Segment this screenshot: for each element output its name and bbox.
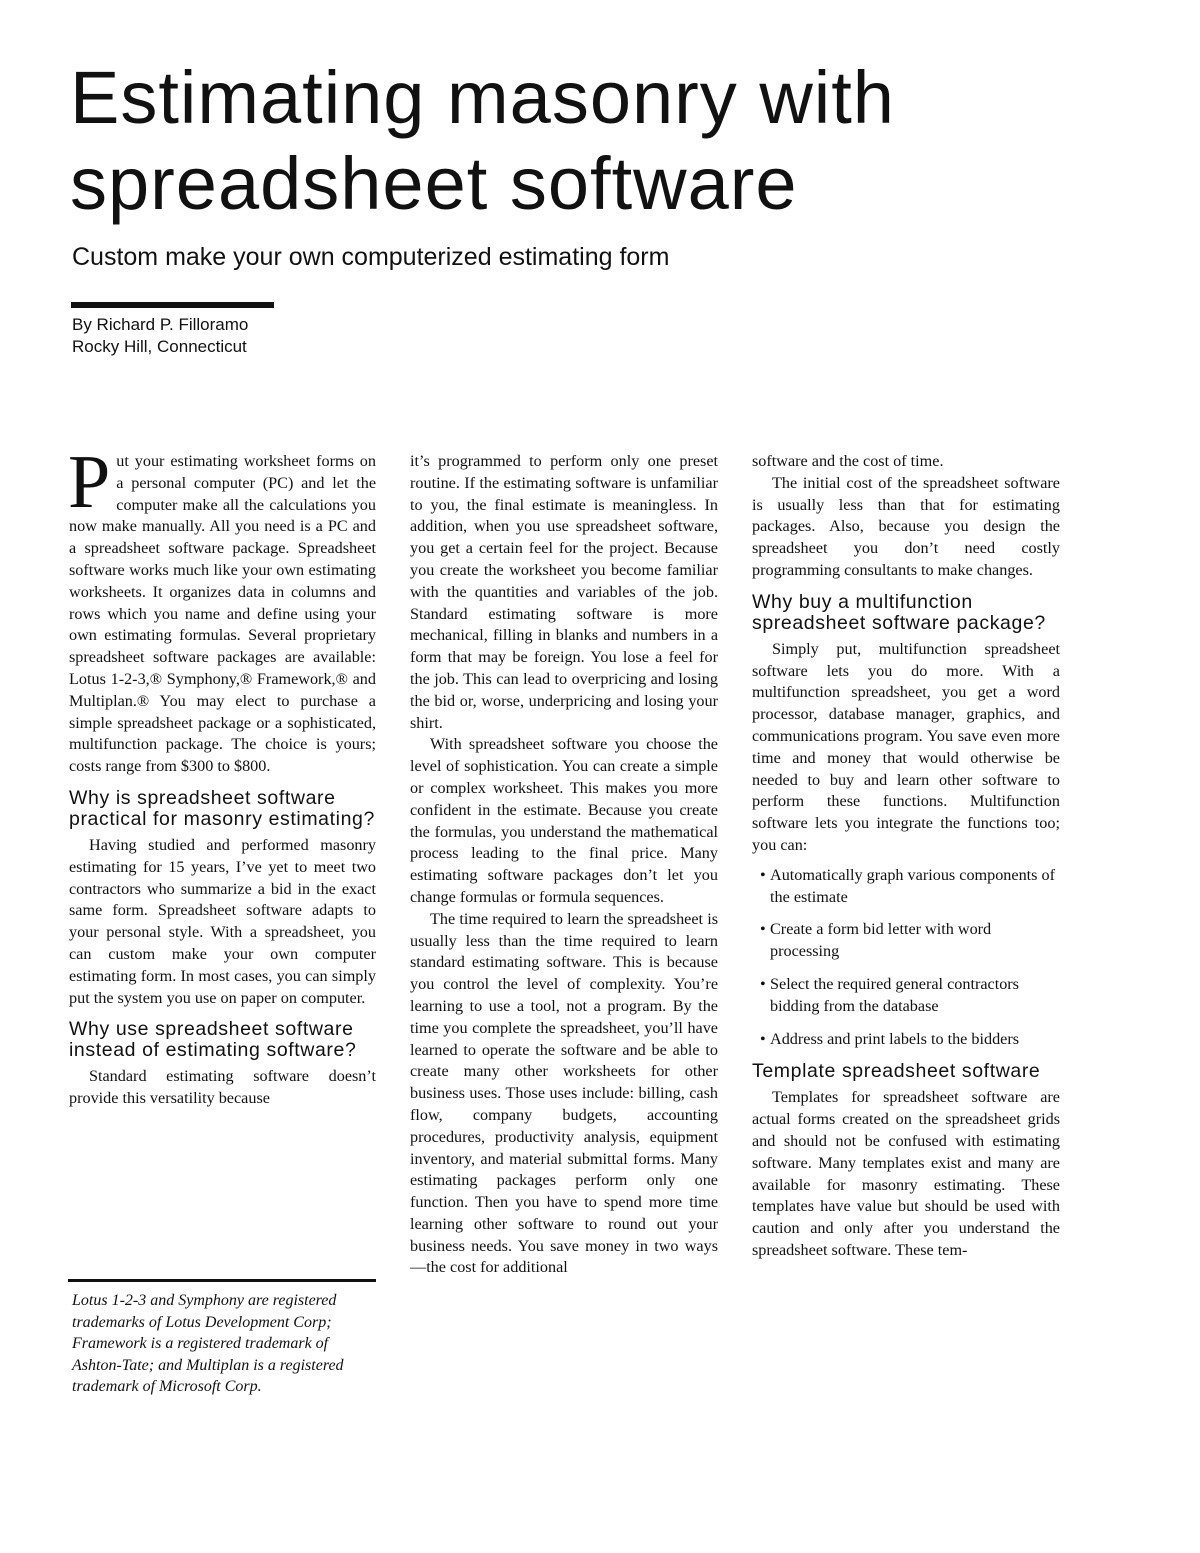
heading-template: Template spreadsheet software [752,1060,1041,1083]
paragraph-time: The time required to learn the spreadsheet is usually less than the time required to learn standard estimating software. This is because you control the level of complexity. You’re learning to use a tool, not a program. By the time you complete the spreadsheet, you’ll have learned to operate the software and be able to create many other worksheets for other business uses. Those uses include: billing, cash flow, company budgets, accounting procedures, productivity analysis, equipment inventory, and material submittal forms. Many estimating packages perform only one function. Then you have to spend more time learning other software to round out your business needs. You save money in two ways—the cost for additional [410,909,718,1277]
column-3 [752,451,1060,1262]
paragraph-practical: Having studied and performed masonry estimating for 15 years, I’ve yet to meet two contractors who summarize a bid in the exact same form. Spreadsheet software adapts to your personal style. With a spreadsheet, you can custom make your own computer estimating form. In most cases, you can simply put the system you use on paper on computer. [69,835,376,1007]
article-subtitle: Custom make your own computerized estimating form [72,243,670,271]
paragraph-template: Templates for spreadsheet software are actual forms created on the spreadsheet grids and should not be confused with estimating software. Many templates exist and many are available for masonry estimating. These templates have value but should be used with caution and only after you understand the spreadsheet software. These tem- [752,1088,1060,1259]
list-item: • Create a form bid letter with word processing [760,920,992,961]
list-item: • Select the required general contractors bidding from the database [760,974,1019,1015]
bullet-icon: • [760,1029,766,1048]
feature-list [752,865,1060,1051]
paragraph-why-use: Standard estimating software doesn’t provide this versatility because [69,1067,376,1108]
intro-paragraph [68,440,376,778]
author-location: Rocky Hill, Connecticut [72,337,247,356]
intro-text: ut your estimating worksheet forms on a personal computer (PC) and let the computer make all the calculations you now make manually. All you need is a PC and a spreadsheet software package. Spreadsheet software works much like your own estimating worksheets. It organizes data in columns and rows which you name and define using your own estimating formulas. Several proprietary spreadsheet software packages are available: Lotus 1-2-3,® Symphony,® Framework,® and Multiplan.® You may elect to purchase a simple spreadsheet package or a sophisticated, multifunction package. The choice is yours; costs range from $300 to $800. [69,452,376,776]
bullet-icon: • [760,974,766,993]
paragraph-sophistication: With spreadsheet software you choose the level of sophistication. You can create a simple or complex worksheet. This makes you more confident in the estimate. Because you create the formulas, you understand the mathematical process leading to the final price. Many estimating software packages don’t let you change formulas or formula sequences. [410,735,718,906]
paragraph-cost: The initial cost of the spreadsheet software is usually less than that for estimating packages. Also, because you design the spreadsheet you don’t need costly programming consultants to make changes. [752,473,1060,579]
bullet-icon: • [760,865,766,884]
paragraph-multifunction: Simply put, multifunction spreadsheet software lets you do more. With a multifunction spreadsheet, you get a word processor, database manager, graphics, and communications program. You save even more time and money that would otherwise be needed to buy and learn other software to perform these functions. Multifunction software lets you integrate the functions too; you can: [752,639,1060,854]
paragraph-continued: it’s programmed to perform only one preset routine. If the estimating software is unfamiliar to you, the final estimate is meaningless. In addition, when you use spreadsheet software, you get a certain feel for the project. Because you create the worksheet you become familiar with the quantities and variables of the job. Standard estimating software is more mechanical, filling in blanks and numbers in a form that may be foreign. You lose a feel for the job. This can lead to overpricing and losing the bid or, worse, underpricing and losing your shirt. [410,452,718,732]
heading-multifunction: Why buy a multifunction spreadsheet software package? [752,590,1046,634]
article-title: Estimating masonry with spreadsheet software [70,56,895,225]
list-item: • Automatically graph various components of the estimate [760,865,1056,906]
column-2 [410,451,718,1279]
title-divider [71,302,274,308]
trademark-footnote: Lotus 1-2-3 and Symphony are registered trademarks of Lotus Development Corp; Framework is a registered trademark of Ashton-Tate; and Multiplan is a registered trademark of Microsoft Corp. [72,1292,344,1395]
bullet-icon: • [760,920,766,939]
byline [72,314,248,358]
heading-practical: Why is spreadsheet software practical for masonry estimating? [69,786,375,830]
footnote-divider [68,1279,376,1282]
author-name: By Richard P. Filloramo [72,315,249,334]
paragraph-continued: software and the cost of time. [752,452,944,470]
list-item: • Address and print labels to the bidders [752,1029,1060,1051]
column-1 [68,440,376,1110]
heading-why-use: Why use spreadsheet software instead of estimating software? [69,1018,357,1062]
drop-cap: P [68,440,111,524]
